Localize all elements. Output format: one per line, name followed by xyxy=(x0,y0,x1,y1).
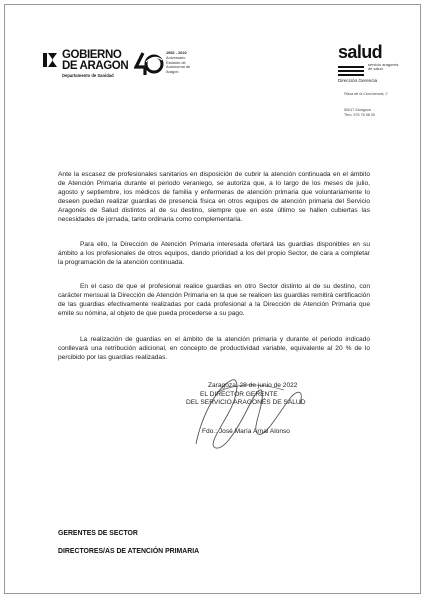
address-phone: Tfno. 976 76 58 00 xyxy=(344,113,375,118)
address-contact xyxy=(344,108,375,118)
salud-subtitle-line: de salud xyxy=(368,66,383,72)
salud-subtitle-line: servicio aragonés xyxy=(368,62,399,67)
signature-date: Zaragoza, 28 de junio de 2022 xyxy=(208,382,298,389)
body-paragraph-2: Para ello, la Dirección de Atención Primaria interesada ofertará las guardias disponibles en su ámbito a los profesionales de otros equipos, dando prioridad a los del propio Sector, de cara a completar la programación de la atención continuada. xyxy=(58,241,370,266)
salud-stripes-icon xyxy=(338,65,364,77)
signature-block xyxy=(186,382,366,454)
anniversary-logo xyxy=(134,50,214,80)
anniversary-years: 1982 - 2022 xyxy=(166,50,187,55)
anniversary-line: Estatuto de xyxy=(166,59,186,65)
recipient-line: DIRECTORES/AS DE ATENCIÓN PRIMARIA xyxy=(58,548,200,555)
signatory-name: Fdo.: José María Arnal Alonso xyxy=(202,428,290,435)
body-paragraph-1: Ante la escasez de profesionales sanitarios en disposición de cubrir la atención continuada en el ámbito de Atención Primaria durante el periodo veraniego, se autoriza que, a lo largo de los meses de julio, agosto y septiembre, los médicos de familia y enfermeras de atención primaria que voluntariamente lo deseen puedan realizar guardias de presencia física en otros equipos de atención primaria del Servicio Aragonés de Salud distintos al de su destino, siempre que en este último se hallen cubiertas las necesidades de jornada, tanto ordinaria como complementaria. xyxy=(58,171,370,223)
salud-wordmark: salud xyxy=(338,42,383,62)
body-paragraph-3: En el caso de que el profesional realice guardias en otro Sector distinto al de su destino, con carácter mensual la Dirección de Atención Primaria en la que se realicen las guardias remitirá certificación de las guardias efectivamente realizadas por cada profesional a la Dirección de Atención Primaria que emite su nómina, al objeto de que pueda procederse a su pago. xyxy=(58,283,370,317)
aragon-crest-icon xyxy=(42,52,58,68)
recipient-line: GERENTES DE SECTOR xyxy=(58,530,138,537)
anniversary-text xyxy=(166,56,190,75)
anniversary-line: Autonomía de xyxy=(166,64,191,70)
signatory-title-line2: DEL SERVICIO ARAGONÉS DE SALUD xyxy=(186,399,306,406)
address-street: Plaza de la Convivencia, 2 xyxy=(344,92,388,96)
gobierno-aragon-logo xyxy=(42,50,132,84)
anniversary-line: Aragón xyxy=(166,69,179,75)
department-label: Departamento de Sanidad xyxy=(62,73,114,78)
gobierno-line2: DE ARAGON xyxy=(62,59,129,72)
direction-label: Dirección Gerencia xyxy=(338,78,378,83)
signatory-title-line1: EL DIRECTOR GERENTE xyxy=(200,391,278,398)
address-postal: 50017 Zaragoza xyxy=(344,108,371,112)
gobierno-line1: GOBIERNO xyxy=(62,49,122,61)
salud-subtitle xyxy=(368,63,399,72)
anniversary-line: Aniversario xyxy=(166,55,186,60)
forty-anniversary-icon xyxy=(134,50,164,78)
gobierno-name xyxy=(62,50,128,71)
body-paragraph-4: La realización de guardias en el ámbito de la atención primaria y durante el periodo indicado conllevará una retribución adicional, en concepto de productividad variable, equivalente al 20 % de lo percibido por las guardias realizadas. xyxy=(58,336,370,361)
